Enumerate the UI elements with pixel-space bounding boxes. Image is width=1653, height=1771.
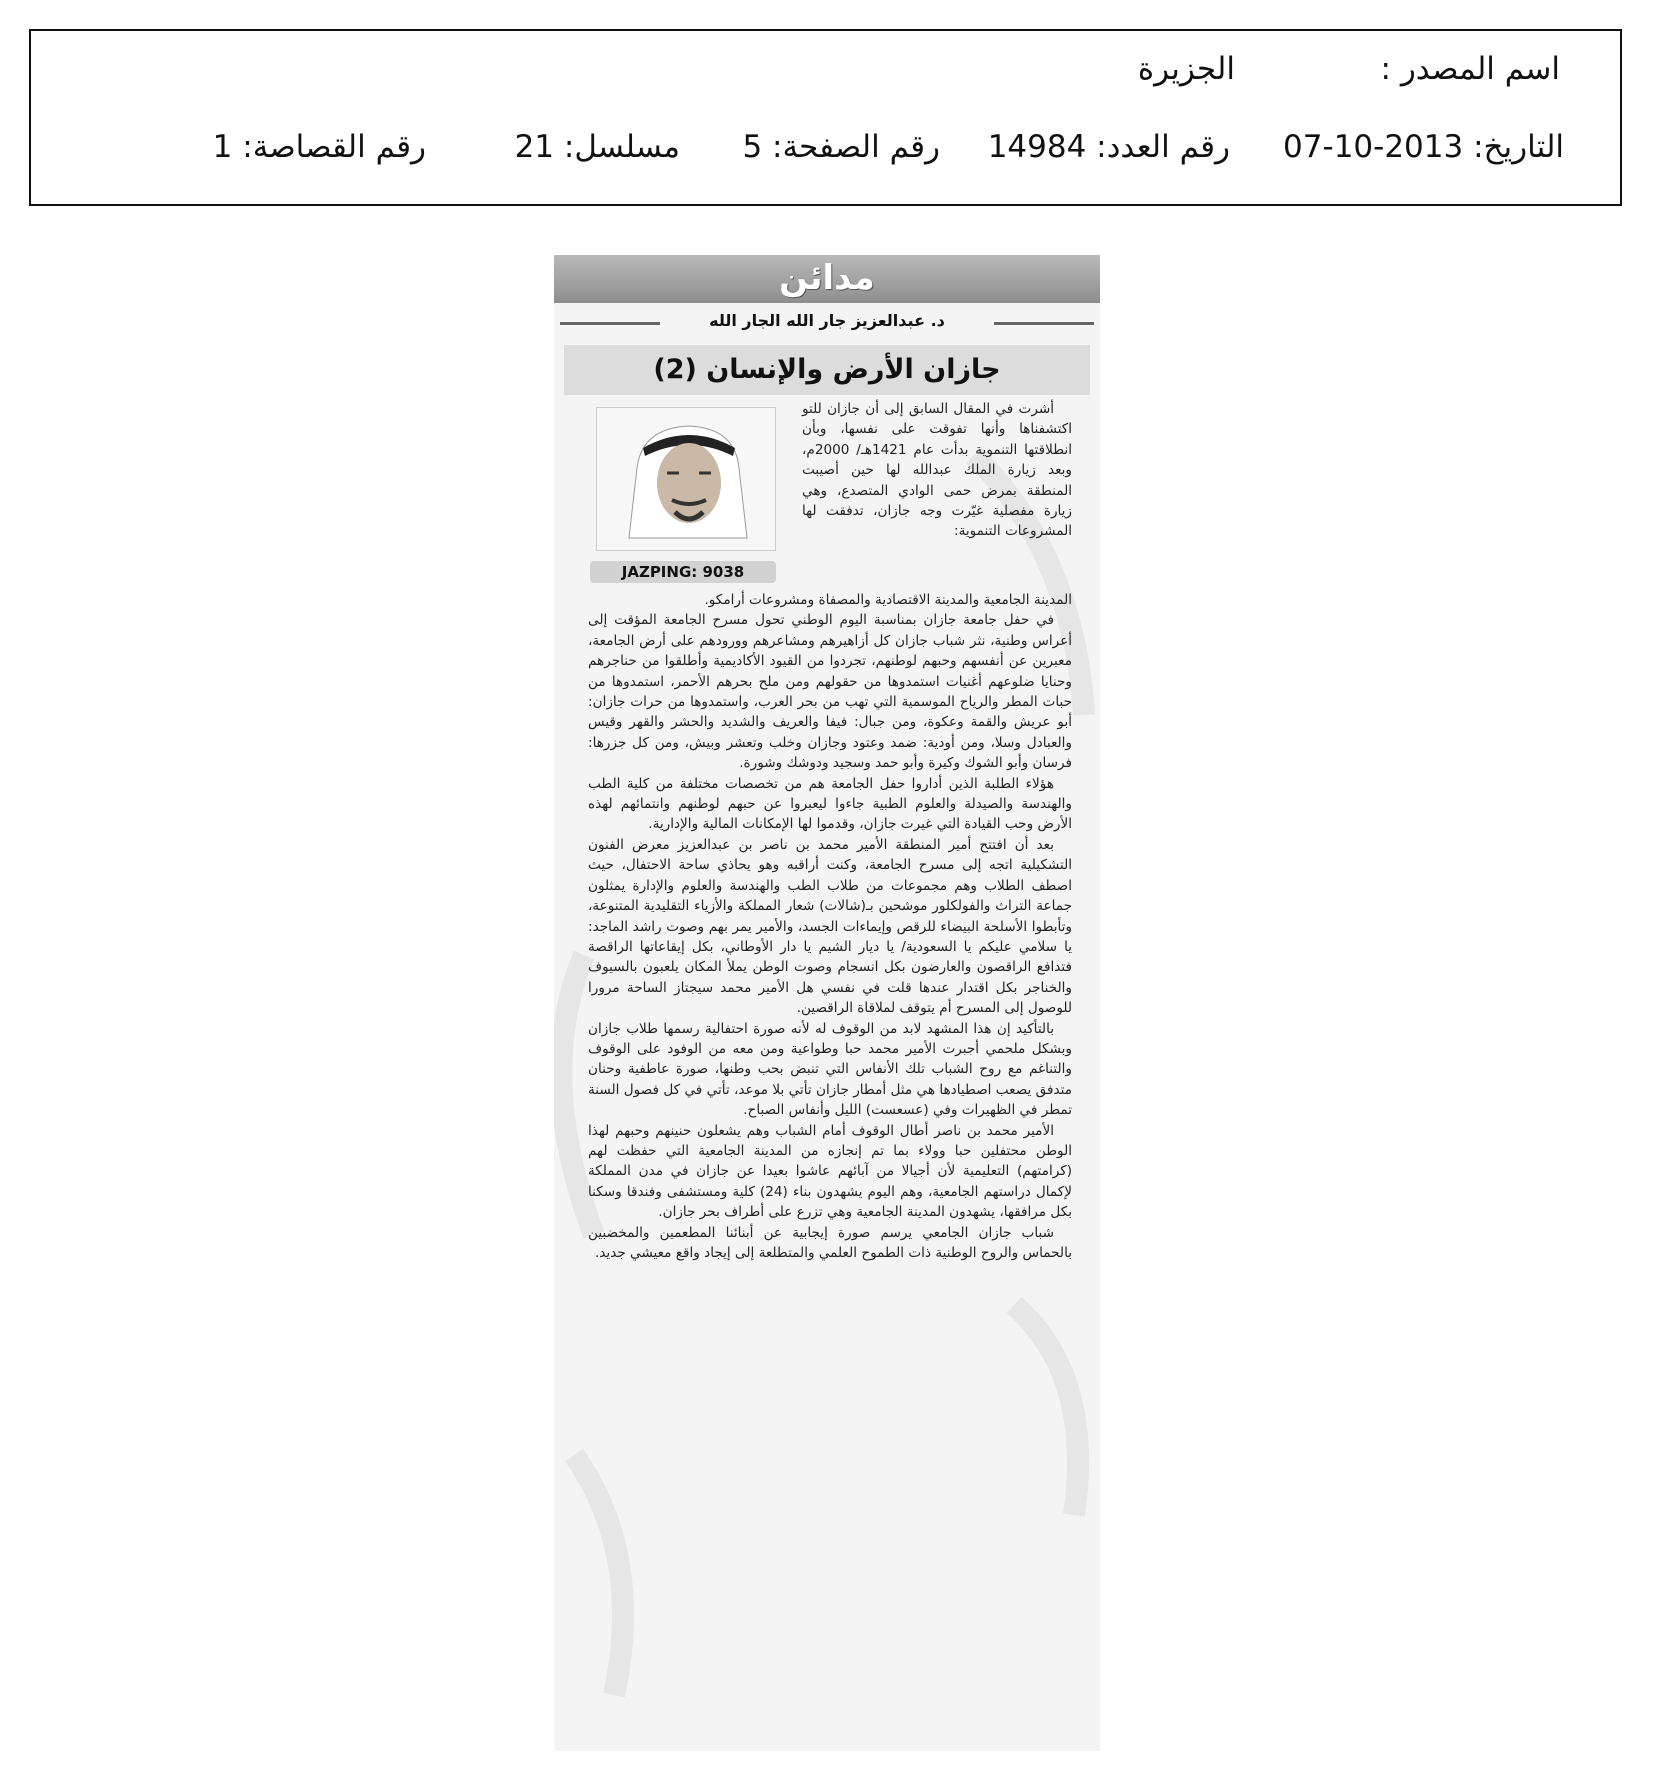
paragraph-5: بالتأكيد إن هذا المشهد لابد من الوقوف له لأنه صورة احتفالية رسمها طلاب جازان وبشكل ملحمي أجبرت الأمير محمد حبا وطواعية ومن معه من الوفود على الوقوف والتناغم مع روح الشباب تلك الأنفاس التي تنبض بحب وطنها، صورة عاطفية وحنان متدفق يصعب اصطيادها هي مثل أمطار جازان تأتي بلا موعد، تأتي في كل فصول السنة تمطر في الظهيرات وفي (عسعست) الليل وأنفاس الصباح. bbox=[588, 1020, 1072, 1119]
section-header: مدائن bbox=[554, 255, 1100, 303]
date-label: التاريخ: 2013-10-07 bbox=[1283, 129, 1564, 165]
paragraph-6: الأمير محمد بن ناصر أطال الوقوف أمام الشباب وهم يشعلون حنينهم وحبهم لهذا الوطن محتفلين حبا وولاء بما تم إنجازه من المدينة الجامعية التي حفظت لهم (كرامتهم) التعليمية لأن أجيالا من آبائهم عاشوا بعيدا عن جازان في مدن المملكة لإكمال دراستهم الجامعية، وهم اليوم يشهدون بناء (24) كلية ومستشفى وفندقا وسكنا بكل مرافقها، يشهدون المدينة الجامعية وهي تزرع على أطراف بحر جازان. bbox=[588, 1122, 1072, 1221]
paragraph-4: بعد أن افتتح أمير المنطقة الأمير محمد بن ناصر بن عبدالعزيز معرض الفنون التشكيلية اتجه إلى مسرح الجامعة، وكنت أراقبه وهو يحاذي ساحة الاحتفال، حيث اصطف الطلاب وهم مجموعات من طلاب الطب والهندسة والعلوم والإدارة يمثلون جماعة التراث والفولكلور موشحين بـ(شالات) شعار المملكة والأزياء التقليدية المتنوعة، وتأبطوا الأسلحة البيضاء للرقص وإيماءات الجسد، والأمير يمر بهم وصوت راشد الماجد: يا سلامي عليكم يا السعودية/ يا ديار الشيم يا دار الأوطاني، بكل إيقاعاتها الراقصة فتدافع الراقصون والعارضون بكل انسجام وصوت الوطن يملأ المكان يلعبون بالسيوف والخناجر بكل اقتدار عندها قلت في نفسي هل الأمير محمد سيجتاز الساحة مرورا للوصول إلى المسرح أم يتوقف لملاقاة الراقصين. bbox=[588, 836, 1072, 1017]
intro-paragraph-wrap bbox=[802, 399, 1072, 542]
issue-number-label: رقم العدد: 14984 bbox=[987, 129, 1230, 165]
intro-paragraph: أشرت في المقال السابق إلى أن جازان للتو اكتشفناها وأنها تفوقت على نفسها، وبأن انطلاقتها التنموية بدأت عام 1421هـ/ 2000م، وبعد زيارة الملك عبدالله لها حين أصيبت المنطقة بمرض حمى الوادي المتصدع، وهي زيارة مفصلية غيّرت وجه جازان، تدفقت لها المشروعات التنموية: bbox=[802, 401, 1072, 540]
newspaper-clipping bbox=[554, 255, 1100, 1751]
article-body bbox=[588, 590, 1072, 1263]
paragraph-7: شباب جازان الجامعي يرسم صورة إيجابية عن أبنائنا المطعمين والمخضبين بالحماس والروح الوطنية ذات الطموح العلمي والمتطلعة إلى إيجاد واقع معيشي جديد. bbox=[588, 1224, 1072, 1261]
source-label: اسم المصدر : bbox=[1380, 51, 1560, 87]
clipping-metadata-box bbox=[29, 29, 1622, 206]
paragraph-2: في حفل جامعة جازان بمناسبة اليوم الوطني تحول مسرح الجامعة المؤقت إلى أعراس وطنية، نثر شباب جازان كل أزاهيرهم ومشاعرهم وورودهم على أرض الجامعة، معبرين عن أنفسهم وحبهم لوطنهم، تجردوا من القيود الأكاديمية وأطلقوا من حناجرهم وحنايا ضلوعهم أغنيات استمدوها من حقولهم ومن ملح بحرهم الأحمر، استمدوها من حبات المطر والرياح الموسمية التي تهب من بحر العرب، واستمدوها من حرات جازان: أبو عريش والقمة وعكوة، ومن جبال: فيفا والعريف والشديد والحشر والقهر وقيس والعبادل وسلا، ومن أودية: ضمد وعتود وجازان وخلب وتعشر وبيش، ومن كل جزرها: فرسان وأبو الشوك وكيرة وأبو حمد وسجيد ودوشك وشورة. bbox=[588, 612, 1072, 772]
serial-label: مسلسل: 21 bbox=[514, 129, 680, 165]
paragraph-1-tail: المدينة الجامعية والمدينة الاقتصادية والمصفاة ومشروعات أرامكو. bbox=[704, 592, 1072, 608]
source-value: الجزيرة bbox=[1137, 51, 1235, 87]
byline-bar bbox=[554, 309, 1100, 337]
paragraph-3: هؤلاء الطلبة الذين أداروا حفل الجامعة هم من تخصصات مختلفة من كلية الطب والهندسة والصيدلة والعلوم الطبية جاءوا ليعبروا عن حبهم لوطنهم وانتمائهم لهذه الأرض وحب القيادة التي غيرت جازان، وقدموا لها الإمكانات المالية والإدارية. bbox=[588, 775, 1072, 833]
clipping-number-label: رقم القصاصة: 1 bbox=[212, 129, 426, 165]
metadata-row-details bbox=[31, 129, 1620, 169]
author-portrait-icon bbox=[597, 408, 775, 550]
page-number-label: رقم الصفحة: 5 bbox=[742, 129, 940, 165]
article-headline: جازان الأرض والإنسان (2) bbox=[564, 345, 1090, 395]
photo-code-badge: JAZPING: 9038 bbox=[590, 561, 776, 583]
author-photo bbox=[596, 407, 776, 551]
author-byline: د. عبدالعزيز جار الله الجار الله bbox=[709, 311, 945, 330]
metadata-row-source bbox=[31, 51, 1620, 91]
